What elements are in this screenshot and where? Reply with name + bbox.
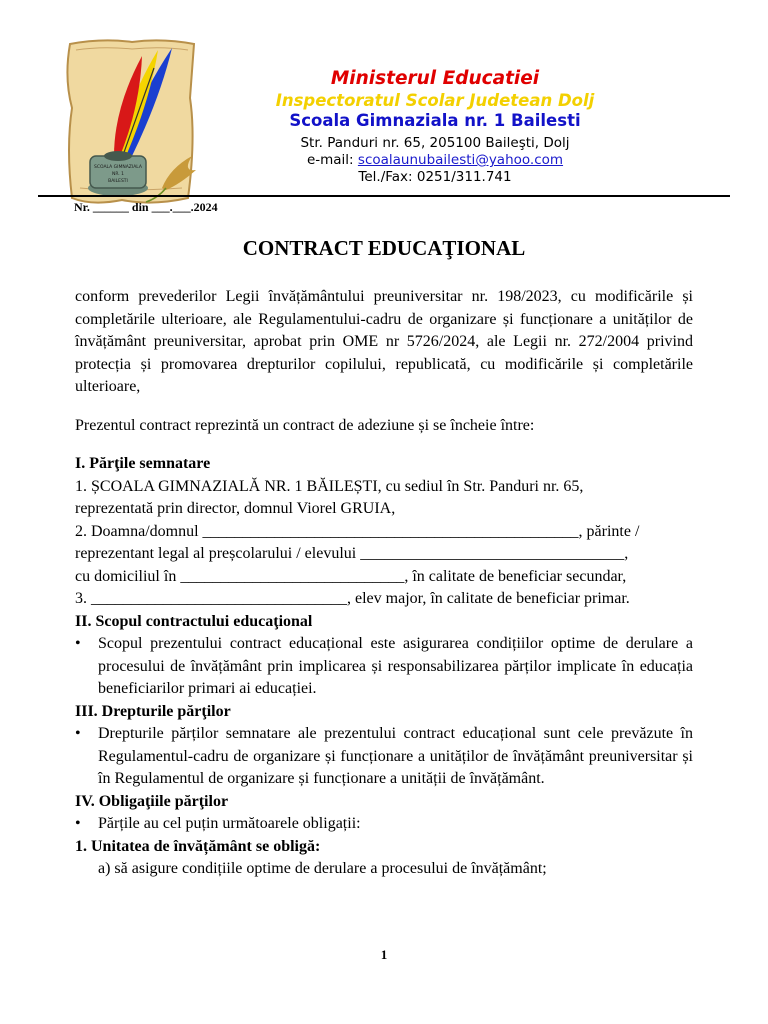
- tel-fax: Tel./Fax: 0251/311.741: [358, 169, 512, 185]
- header-divider: [38, 195, 730, 197]
- section-2-heading: II. Scopul contractului educaţional: [75, 612, 313, 630]
- bullet-icon: •: [75, 725, 81, 742]
- party-2-line-3: cu domiciliul în ____________________________, în calitate de beneficiar secundar,: [75, 567, 627, 585]
- section-4-bullet-text: Părțile au cel puțin următoarele obligații:: [98, 815, 361, 832]
- document-body: [75, 286, 693, 881]
- svg-text:NR. 1: NR. 1: [111, 172, 125, 177]
- intro-paragraph: conform prevederilor Legii învățământului preuniversitar nr. 198/2023, cu modificările și completările ulterioare, ale Regulamentului-cadru de organizare și funcționare a unităților de învățământ preuniversitar, aprobat prin OME nr 5726/2024, ale Legii nr. 272/2004 privind protecția și promovarea drepturilor copilului, republicată, cu modificările și completările ulterioare,: [75, 288, 693, 395]
- party-1-line-1: 1. ȘCOALA GIMNAZIALĂ NR. 1 BĂILEȘTI, cu sediul în Str. Panduri nr. 65,: [75, 477, 584, 495]
- obligation-item-a: a) să asigure condițiile optime de derulare a procesului de învățământ;: [98, 860, 547, 877]
- statement-paragraph: Prezentul contract reprezintă un contract de adeziune și se încheie între:: [75, 416, 535, 434]
- email-link[interactable]: scoalaunubailesti@yahoo.com: [357, 152, 564, 168]
- party-3-line: 3. ________________________________, elev major, în calitate de beneficiar primar.: [75, 590, 630, 607]
- section-2-bullet-text: Scopul prezentului contract educațional este asigurarea condițiilor optime de derulare a procesului de învățământ prin implicarea și responsabilizarea părților implicate în educația beneficiarilor primari ai educației.: [98, 635, 693, 697]
- section-3-bullet-text: Drepturile părților semnatare ale prezentului contract educațional sunt cele prevăzute în Regulamentul-cadru de organizare și funcționare a unităților de învățământ preuniversitar și în Regulamentul de organizare și funcționare a unității de învățământ.: [98, 725, 693, 787]
- inspectorate-name: Inspectoratul Scolar Judetean Dolj: [275, 91, 595, 110]
- party-2-line-2: reprezentant legal al preșcolarului / elevului _________________________________,: [75, 545, 629, 562]
- page-number: 1: [380, 947, 388, 962]
- section-3-bullet: [75, 723, 693, 791]
- bullet-icon: •: [75, 635, 81, 652]
- email-label: e-mail:: [306, 152, 354, 168]
- school-address: Str. Panduri nr. 65, 205100 Baileşti, Dolj: [300, 135, 570, 151]
- school-logo: [62, 38, 202, 208]
- ministry-name: Ministerul Educatiei: [330, 68, 540, 89]
- party-2-line-1: 2. Doamna/domnul _______________________________________________, părinte /: [75, 522, 640, 540]
- document-number: Nr. ______ din ___.___.2024: [74, 200, 218, 214]
- bullet-icon: •: [75, 815, 81, 832]
- section-4-bullet: [75, 813, 693, 836]
- section-3-heading: III. Drepturile părţilor: [75, 702, 231, 720]
- document-title: CONTRACT EDUCAŢIONAL: [242, 236, 526, 260]
- section-4-heading: IV. Obligaţiile părţilor: [75, 792, 229, 810]
- email-line: [240, 154, 630, 168]
- party-1-line-2: reprezentată prin director, domnul Viorel GRUIA,: [75, 500, 396, 517]
- section-2-bullet: [75, 633, 693, 701]
- section-4-subheading: 1. Unitatea de învățământ se obligă:: [75, 837, 321, 855]
- school-name: Scoala Gimnaziala nr. 1 Bailesti: [289, 111, 581, 130]
- section-1-heading: I. Părţile semnatare: [75, 455, 211, 472]
- svg-text:SCOALA GIMNAZIALA: SCOALA GIMNAZIALA: [94, 165, 142, 170]
- svg-text:BAILESTI: BAILESTI: [108, 179, 128, 184]
